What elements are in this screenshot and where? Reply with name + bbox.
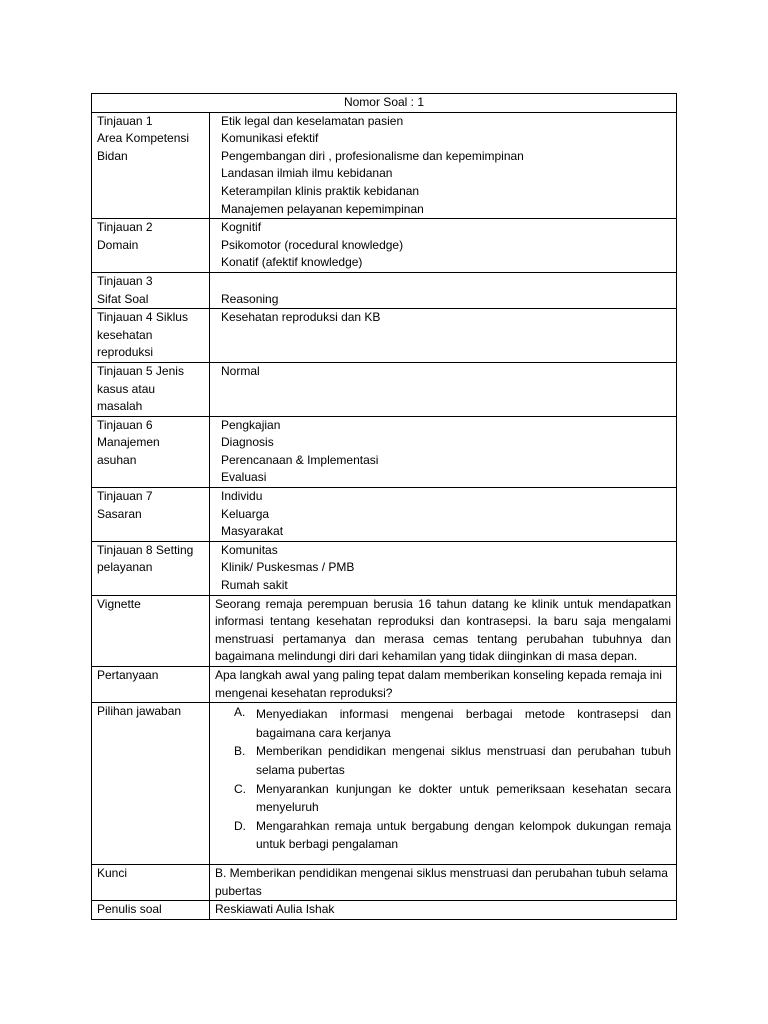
option-text: Menyediakan informasi mengenai berbagai metode kontrasepsi dan bagaimana cara kerjanya [256, 707, 671, 740]
question-number-title: Nomor Soal : 1 [92, 94, 677, 113]
label-line: Tinjauan 7 [97, 489, 153, 504]
row-tinjauan-1 [92, 112, 677, 219]
answer-option-c [234, 780, 671, 817]
label-line: Domain [97, 237, 139, 252]
list-item: Kognitif [221, 220, 262, 235]
label-kunci: Kunci [92, 864, 210, 900]
label-penulis-soal: Penulis soal [92, 901, 210, 920]
value-tinjauan-2 [210, 219, 677, 273]
label-tinjauan-1 [92, 112, 210, 219]
label-tinjauan-5 [92, 362, 210, 416]
list-item: Konatif (afektif knowledge) [221, 255, 363, 270]
row-tinjauan-6 [92, 416, 677, 487]
list-item: Etik legal dan keselamatan pasien [221, 113, 404, 128]
label-line: Tinjauan 2 [97, 220, 153, 235]
label-pilihan-jawaban: Pilihan jawaban [92, 703, 210, 865]
row-tinjauan-8 [92, 541, 677, 595]
list-item: Individu [221, 489, 263, 504]
list-item: Keterampilan klinis praktik kebidanan [221, 183, 420, 198]
label-line: asuhan [97, 452, 137, 467]
label-tinjauan-2 [92, 219, 210, 273]
list-item: Rumah sakit [221, 578, 288, 593]
row-tinjauan-2 [92, 219, 677, 273]
value-tinjauan-3 [210, 272, 677, 308]
label-line: Tinjauan 3 [97, 273, 153, 288]
list-item: Komunikasi efektif [221, 131, 319, 146]
option-letter: B. [234, 744, 246, 759]
list-item: Evaluasi [221, 470, 267, 485]
list-item: Pengkajian [221, 417, 281, 432]
label-line: Tinjauan 5 Jenis [97, 363, 184, 378]
label-line: Tinjauan 1 [97, 113, 153, 128]
label-line: pelayanan [97, 560, 153, 575]
label-pertanyaan: Pertanyaan [92, 667, 210, 703]
label-line: Manajemen [97, 435, 160, 450]
list-item: Manajemen pelayanan kepemimpinan [221, 201, 424, 216]
title-row [92, 94, 677, 113]
list-item: Kesehatan reproduksi dan KB [221, 310, 381, 325]
answer-options-list [210, 703, 676, 854]
label-line: Tinjauan 6 [97, 417, 153, 432]
value-tinjauan-1 [210, 112, 677, 219]
list-item: Diagnosis [221, 435, 274, 450]
row-pertanyaan [92, 667, 677, 703]
option-text: Memberikan pendidikan mengenai siklus menstruasi dan perubahan tubuh selama pubertas [256, 744, 671, 777]
label-line: Tinjauan 8 Setting [97, 542, 194, 557]
label-tinjauan-3 [92, 272, 210, 308]
label-line: kesehatan [97, 327, 153, 342]
list-item: Komunitas [221, 542, 278, 557]
option-text: Menyarankan kunjungan ke dokter untuk pemeriksaan kesehatan secara menyeluruh [256, 781, 671, 815]
question-text: Apa langkah awal yang paling tepat dalam memberikan konseling kepada remaja ini mengenai kesehatan reproduksi? [210, 667, 677, 703]
row-tinjauan-4 [92, 309, 677, 363]
row-tinjauan-7 [92, 488, 677, 542]
list-item: Reasoning [221, 291, 279, 306]
label-vignette: Vignette [92, 595, 210, 666]
row-tinjauan-5 [92, 362, 677, 416]
value-tinjauan-5 [210, 362, 677, 416]
list-item: Keluarga [221, 506, 270, 521]
list-item: Normal [221, 363, 260, 378]
vignette-text: Seorang remaja perempuan berusia 16 tahun datang ke klinik untuk mendapatkan informasi tentang kesehatan reproduksi dan kontrasepsi. Ia baru saja mengalami menstruasi pertamanya dan merasa cemas tentang perubahan tubuhnya dan bagaimana melindungi diri dari kehamilan yang tidak diinginkan di masa depan. [210, 595, 677, 666]
answer-key-text: B. Memberikan pendidikan mengenai siklus menstruasi dan perubahan tubuh selama pubertas [210, 864, 677, 900]
label-line: Area Kompetensi [97, 131, 190, 146]
value-tinjauan-4 [210, 309, 677, 363]
label-line: Sifat Soal [97, 291, 149, 306]
label-line: kasus atau [97, 381, 156, 396]
row-tinjauan-3 [92, 272, 677, 308]
list-item: Psikomotor (rocedural knowledge) [221, 237, 404, 252]
label-line: Sasaran [97, 506, 142, 521]
label-tinjauan-4 [92, 309, 210, 363]
author-name: Reskiawati Aulia Ishak [210, 901, 677, 920]
label-tinjauan-6 [92, 416, 210, 487]
row-vignette [92, 595, 677, 666]
value-tinjauan-7 [210, 488, 677, 542]
label-line: masalah [97, 399, 143, 414]
label-line: Bidan [97, 148, 128, 163]
label-line: reproduksi [97, 345, 154, 360]
row-pilihan-jawaban [92, 703, 677, 865]
answer-options-cell [210, 703, 677, 865]
question-table [91, 93, 677, 920]
answer-option-d [234, 817, 671, 854]
label-line: Tinjauan 4 Siklus [97, 310, 188, 325]
list-item: Perencanaan & Implementasi [221, 452, 379, 467]
list-item: Pengembangan diri , profesionalisme dan kepemimpinan [221, 148, 524, 163]
option-text: Mengarahkan remaja untuk bergabung dengan kelompok dukungan remaja untuk berbagi pengalaman [256, 818, 671, 852]
row-penulis-soal [92, 901, 677, 920]
list-item [221, 273, 671, 291]
value-tinjauan-6 [210, 416, 677, 487]
list-item: Klinik/ Puskesmas / PMB [221, 560, 355, 575]
list-item: Masyarakat [221, 524, 284, 539]
option-letter: A. [234, 705, 246, 720]
option-letter: D. [234, 818, 246, 833]
answer-option-b [234, 742, 671, 779]
list-item: Landasan ilmiah ilmu kebidanan [221, 166, 393, 181]
value-tinjauan-8 [210, 541, 677, 595]
label-tinjauan-7 [92, 488, 210, 542]
answer-option-a [234, 703, 671, 742]
option-letter: C. [234, 781, 246, 796]
label-tinjauan-8 [92, 541, 210, 595]
row-kunci [92, 864, 677, 900]
